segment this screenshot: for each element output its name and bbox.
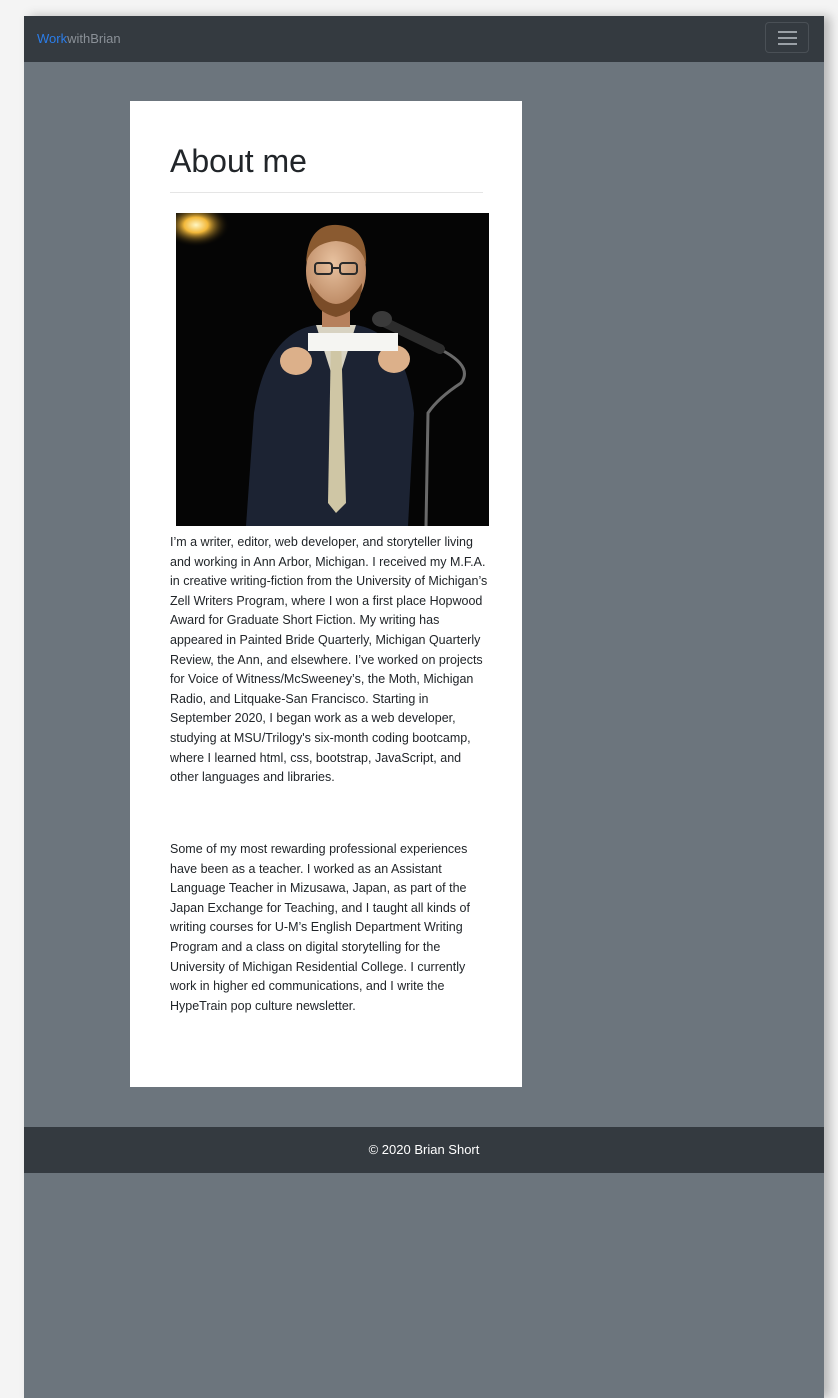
page-title: About me (170, 143, 307, 179)
brand-accent: Work (37, 31, 68, 46)
page-background (24, 16, 824, 1398)
bio-paragraph-1: I’m a writer, editor, web developer, and storyteller living and working in Ann Arbor, Michigan. I received my M.F.A. in creative writing-fiction from the University of Michigan’s Zell Writers Program, where I won a first place Hopwood Award for Graduate Short Fiction. My writing has appeared in Painted Bride Quarterly, Michigan Quarterly Review, the Ann, and elsewhere. I’ve worked on projects for Voice of Witness/McSweeney’s, the Moth, Michigan Radio, and Litquake-San Francisco. Starting in September 2020, I began work as a web developer, studying at MSU/Trilogy's six-month coding bootcamp, where I learned html, css, bootstrap, JavaScript, and other languages and libraries. (170, 535, 488, 785)
about-card (130, 101, 522, 1087)
brand-link[interactable] (37, 31, 121, 47)
brand-rest: withBrian (67, 31, 121, 46)
title-divider (170, 192, 483, 193)
copyright-text: © 2020 Brian Short (368, 1142, 480, 1157)
portrait-photo (176, 213, 489, 526)
footer (24, 1127, 824, 1173)
profile-photo (176, 213, 489, 526)
navbar (24, 16, 824, 62)
bio-paragraph-2: Some of my most rewarding professional experiences have been as a teacher. I worked as an Assistant Language Teacher in Mizusawa, Japan, as part of the Japan Exchange for Teaching, and I taught all kinds of writing courses for U-M’s English Department Writing Program and a class on digital storytelling for the University of Michigan Residential College. I currently work in higher ed communications, and I write the HypeTrain pop culture newsletter. (170, 842, 470, 1013)
menu-toggle-button[interactable] (765, 22, 809, 53)
